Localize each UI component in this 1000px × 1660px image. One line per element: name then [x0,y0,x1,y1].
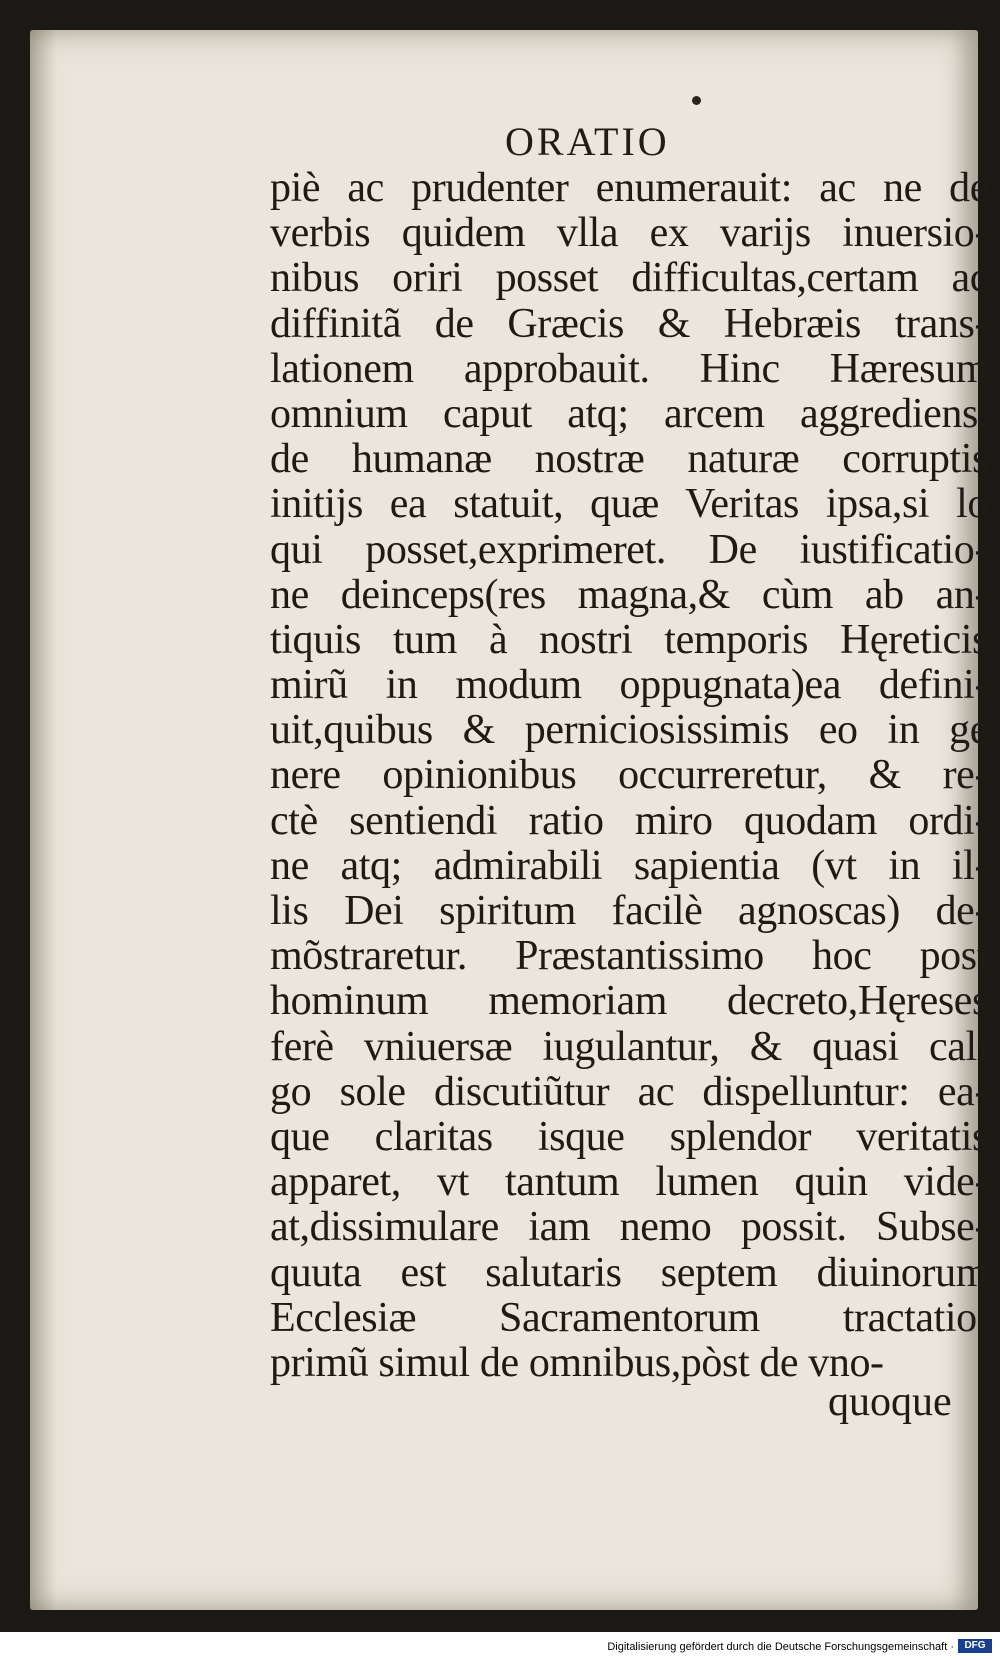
text-line-content: Ecclesiæ Sacramentorum tractatio: [270,1295,988,1341]
text-line-content: mõstraretur. Præstantissimo hoc post [270,934,988,980]
text-line [270,618,988,663]
text-line [270,1296,988,1341]
text-line-content: uit,quibus & perniciosissimis eo in ge [270,708,988,754]
text-line [270,347,988,392]
text-line [270,1115,988,1160]
text-line [270,1070,988,1115]
text-line [270,256,988,301]
text-line-content: ne atq; admirabili sapientia (vt in il- [270,843,988,889]
running-header: ORATIO [505,119,670,164]
text-line-content: omnium caput atq; arcem aggrediens, [270,391,988,437]
text-line [270,1025,988,1070]
text-line [270,166,988,211]
text-line [270,753,988,798]
text-line [270,1251,988,1296]
text-line-content: hominum memoriam decreto,Hęreses [270,979,988,1025]
text-line [270,392,988,437]
text-line-content: ferè vniuersæ iugulantur, & quasi cali [270,1024,988,1070]
text-line-content: verbis quidem vlla ex varijs inuersio- [270,211,988,257]
text-line [270,663,988,708]
text-line [270,889,988,934]
text-line [270,708,988,753]
text-line [270,934,988,979]
text-line-content: tiquis tum à nostri temporis Hęreticis [270,617,988,663]
text-line-content: go sole discutiũtur ac dispelluntur: ea- [270,1069,988,1115]
text-line [270,844,988,889]
text-line-content: at,dissimulare iam nemo possit. Subse- [270,1205,988,1251]
text-line [270,1160,988,1205]
text-line [270,211,988,256]
digitization-credit: Digitalisierung gefördert durch die Deutsche Forschungsgemeinschaft · [607,1641,954,1653]
text-line-content: mirũ in modum oppugnata)ea defini- [270,663,988,709]
text-line [270,979,988,1024]
text-line-content: que claritas isque splendor veritatis [270,1114,988,1160]
text-line [270,799,988,844]
text-line-content: nibus oriri posset difficultas,certam ac [270,256,988,302]
text-line [270,573,988,618]
printer-ornament [692,96,701,105]
text-line [270,528,988,573]
text-line [270,302,988,347]
text-line [270,1205,988,1250]
text-line-content: quuta est salutaris septem diuinorum [270,1250,988,1296]
text-line-content: qui posset,exprimeret. De iustificatio- [270,527,988,573]
text-line [270,482,988,527]
dfg-logo: DFG [958,1639,992,1653]
text-block [270,166,988,1386]
text-line-content: ne deinceps(res magna,& cùm ab an- [270,572,988,618]
text-line-content: apparet, vt tantum lumen quin vide- [270,1160,988,1206]
text-line [270,437,988,482]
text-line-content: de humanæ nostræ naturæ corruptis [270,437,988,483]
text-line-content: piè ac prudenter enumerauit: ac ne de [270,166,988,211]
text-line-content: lis Dei spiritum facilè agnoscas) de- [270,889,988,934]
text-line-content: diffinitã de Græcis & Hebræis trans- [270,301,988,347]
catchword: quoque [828,1379,952,1425]
text-line-content: lationem approbauit. Hinc Hæresum [270,346,988,392]
text-line-content: nere opinionibus occurreretur, & re- [270,753,988,799]
text-line-content: ctè sentiendi ratio miro quodam ordi- [270,798,988,844]
text-line-content: initijs ea statuit, quæ Veritas ipsa,si lo [270,482,988,528]
text-line-content: primũ simul de omnibus,pòst de vno- [270,1340,884,1386]
